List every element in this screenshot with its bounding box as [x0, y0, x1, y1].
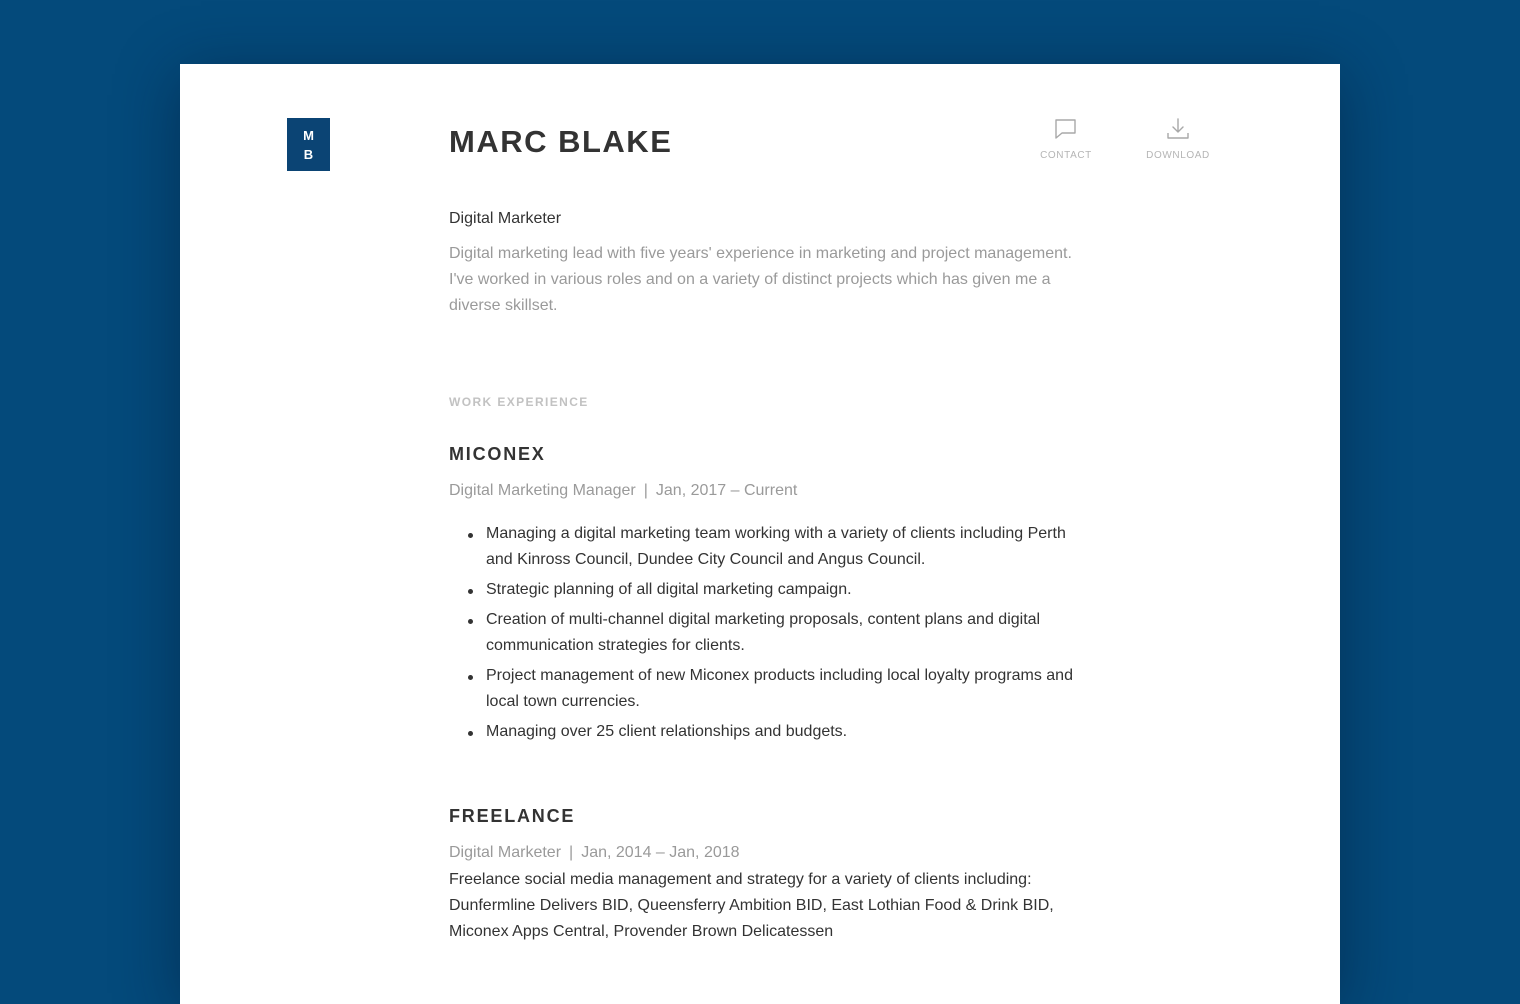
section-heading-work-experience: WORK EXPERIENCE — [449, 395, 589, 409]
speech-bubble-icon — [1053, 116, 1079, 142]
company-name-miconex: MICONEX — [449, 444, 546, 464]
contact-label: CONTACT — [1040, 150, 1092, 161]
list-item: Project management of new Miconex products including local loyalty programs and local town currencies. — [449, 663, 1089, 715]
job-position: Digital Marketer — [449, 844, 562, 861]
contact-button[interactable] — [1038, 116, 1094, 161]
monogram-first-initial: M — [303, 127, 314, 143]
download-label: DOWNLOAD — [1146, 150, 1210, 161]
job-meta-miconex — [449, 482, 797, 500]
monogram-last-initial: B — [303, 146, 314, 162]
meta-separator: | — [643, 482, 648, 499]
list-item: Strategic planning of all digital marketing campaign. — [449, 577, 1089, 603]
job-title: Digital Marketer — [449, 210, 562, 227]
list-item: Managing a digital marketing team working with a variety of clients including Perth and Kinross Council, Dundee City Council and Angus Council. — [449, 521, 1089, 573]
list-item: Creation of multi-channel digital marketing proposals, content plans and digital communication strategies for clients. — [449, 607, 1089, 659]
download-button[interactable] — [1142, 116, 1214, 161]
job-responsibilities-list — [449, 521, 1089, 749]
monogram-logo — [287, 118, 330, 171]
job-description-freelance: Freelance social media management and strategy for a variety of clients including: Dunfermline Delivers BID, Queensferry Ambition BID, East Lothian Food & Drink BID, Miconex Apps Central, Provender Brown Delicatessen — [449, 871, 1054, 940]
profile-summary: Digital marketing lead with five years' experience in marketing and project management. I've worked in various roles and on a variety of distinct projects which has given me a diverse skillset. — [449, 245, 1072, 314]
job-position: Digital Marketing Manager — [449, 482, 636, 499]
person-name: MARC BLAKE — [449, 124, 673, 159]
job-dates: Jan, 2014 – Jan, 2018 — [581, 844, 740, 861]
company-name-freelance: FREELANCE — [449, 806, 576, 826]
download-icon — [1165, 116, 1191, 142]
resume-page — [180, 64, 1340, 1004]
list-item: Managing over 25 client relationships and budgets. — [449, 719, 1089, 745]
job-meta-freelance — [449, 844, 740, 862]
job-dates: Jan, 2017 – Current — [655, 482, 798, 499]
meta-separator: | — [569, 844, 574, 861]
